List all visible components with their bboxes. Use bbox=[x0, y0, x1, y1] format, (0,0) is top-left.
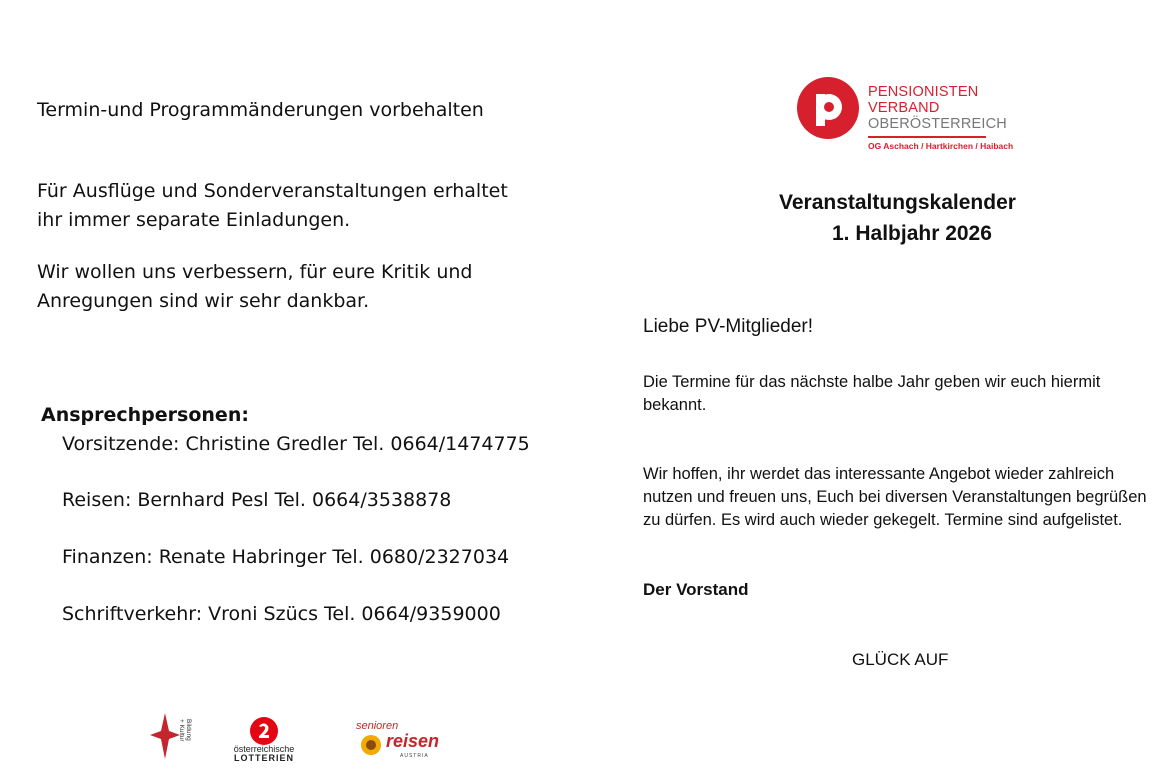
lotterien-top-text: österreichische bbox=[233, 744, 295, 754]
excursions-paragraph bbox=[37, 177, 537, 235]
bildung-kultur-logo bbox=[150, 713, 206, 761]
reisen-text: reisen bbox=[386, 731, 440, 751]
lotterien-bottom-text: LOTTERIEN bbox=[234, 753, 294, 763]
welcome-line-3: zu dürfen. Es wird auch wieder gekegelt. Termine sind aufgelistet. bbox=[643, 511, 1123, 529]
logo-line-1: PENSIONISTEN bbox=[868, 84, 979, 100]
lotterien-logo bbox=[222, 716, 306, 762]
kultur-text: + Kultur bbox=[178, 719, 185, 742]
welcome-line-1: Wir hoffen, ihr werdet das interessante Angebot wieder zahlreich bbox=[643, 465, 1115, 483]
contact-correspondence: Schriftverkehr: Vroni Szücs Tel. 0664/9359000 bbox=[62, 603, 501, 625]
intro-paragraph bbox=[643, 371, 1100, 417]
calendar-title: Veranstaltungskalender bbox=[779, 191, 1016, 214]
senioren-text: senioren bbox=[356, 720, 399, 732]
welcome-line-2: nutzen und freuen uns, Euch bei diversen Veranstaltungen begrüßen bbox=[643, 488, 1147, 506]
logo-divider bbox=[868, 136, 986, 138]
sun-flower-icon bbox=[360, 734, 382, 756]
bildung-text: Bildung bbox=[185, 719, 192, 741]
contact-travel: Reisen: Bernhard Pesl Tel. 0664/3538878 bbox=[62, 489, 452, 511]
contact-chair: Vorsitzende: Christine Gredler Tel. 0664/1474775 bbox=[62, 433, 530, 455]
austria-text: AUSTRIA bbox=[400, 753, 429, 759]
logo-line-2: VERBAND bbox=[868, 100, 940, 116]
feedback-line-1: Wir wollen uns verbessern, für eure Kritik und bbox=[37, 261, 473, 283]
excursions-line-1: Für Ausflüge und Sonderveranstaltungen erhaltet bbox=[37, 180, 508, 202]
calendar-period: 1. Halbjahr 2026 bbox=[832, 222, 992, 245]
feedback-paragraph bbox=[37, 258, 537, 316]
logo-subtitle: OG Aschach / Hartkirchen / Haibach bbox=[868, 141, 1014, 151]
cross-icon bbox=[150, 713, 180, 759]
welcome-paragraph bbox=[643, 463, 1147, 532]
intro-line-2: bekannt. bbox=[643, 396, 707, 414]
feedback-line-2: Anregungen sind wir sehr dankbar. bbox=[37, 290, 370, 312]
lotterien-circle-icon bbox=[249, 716, 279, 746]
intro-line-1: Die Termine für das nächste halbe Jahr geben wir euch hiermit bbox=[643, 373, 1101, 391]
disclaimer: Termin-und Programmänderungen vorbehalten bbox=[37, 99, 484, 121]
excursions-line-2: ihr immer separate Einladungen. bbox=[37, 209, 351, 231]
signoff: Der Vorstand bbox=[643, 580, 749, 599]
contacts-heading: Ansprechpersonen: bbox=[41, 404, 249, 426]
logo-line-3: OBERÖSTERREICH bbox=[868, 116, 1007, 132]
senioren-reisen-logo bbox=[356, 720, 446, 764]
pensionisten-p-icon bbox=[797, 77, 859, 139]
greeting: Liebe PV-Mitglieder! bbox=[643, 316, 814, 337]
closing-greeting: GLÜCK AUF bbox=[852, 650, 949, 669]
contact-finance: Finanzen: Renate Habringer Tel. 0680/2327034 bbox=[62, 546, 510, 568]
